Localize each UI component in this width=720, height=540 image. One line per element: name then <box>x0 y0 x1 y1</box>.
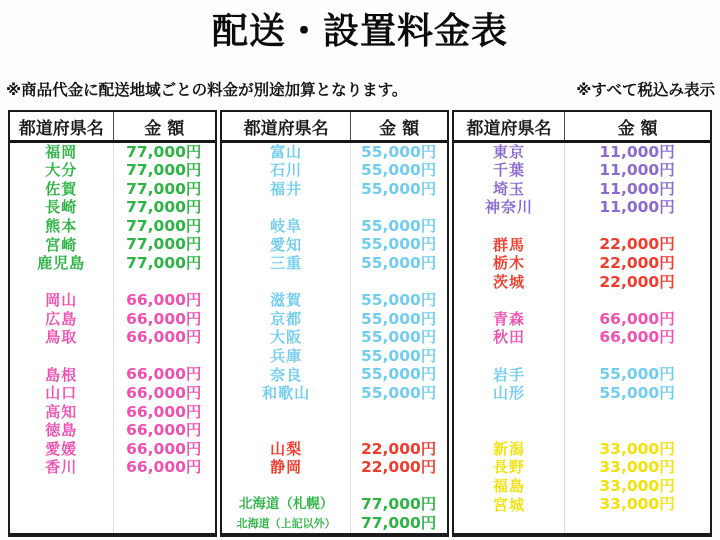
prefecture-name: 佐賀 <box>45 179 78 198</box>
fee-amount: 66,000円 <box>126 328 202 347</box>
table-row <box>222 162 447 181</box>
table-body <box>222 143 447 533</box>
table-row <box>222 440 447 459</box>
prefecture-name: 鹿児島 <box>37 254 86 273</box>
table-row <box>454 366 710 385</box>
header-amount: 金 額 <box>350 112 447 140</box>
fee-amount: 55,000円 <box>360 161 437 180</box>
table-row <box>454 143 710 162</box>
prefecture-name: 滋賀 <box>270 291 303 310</box>
fee-amount: 55,000円 <box>360 383 437 402</box>
fee-amount: 77,000円 <box>126 253 202 272</box>
table-row <box>222 217 447 236</box>
fee-amount: 66,000円 <box>126 365 202 384</box>
table-header <box>222 112 447 143</box>
fee-amount: 77,000円 <box>126 216 202 235</box>
table-body <box>10 143 215 533</box>
fee-amount: 55,000円 <box>360 328 437 347</box>
prefecture-name: 奈良 <box>270 365 303 384</box>
fee-amount: 77,000円 <box>126 142 202 161</box>
header-prefecture: 都道府県名 <box>466 118 552 139</box>
prefecture-name: 長崎 <box>45 198 78 217</box>
prefecture-name: 宮城 <box>493 495 526 514</box>
prefecture-name: 埼玉 <box>493 179 526 198</box>
prefecture-name: 福岡 <box>45 142 78 161</box>
table-row <box>454 477 710 496</box>
prefecture-name: 福井 <box>270 179 303 198</box>
prefecture-name: 大阪 <box>270 328 303 347</box>
fee-table-block-central <box>220 110 449 537</box>
table-row <box>222 180 447 199</box>
table-row <box>222 292 447 311</box>
fee-amount: 33,000円 <box>599 458 675 477</box>
note-extra-fee: ※商品代金に配送地域ごとの料金が別途加算となります。 <box>6 81 408 99</box>
prefecture-name: 千葉 <box>493 161 526 180</box>
fee-amount: 77,000円 <box>360 495 437 514</box>
table-row <box>454 273 710 292</box>
table-header <box>454 112 710 143</box>
fee-amount: 77,000円 <box>126 161 202 180</box>
prefecture-name: 群馬 <box>493 235 526 254</box>
fee-amount: 22,000円 <box>360 458 437 477</box>
table-row <box>454 384 710 403</box>
table-row <box>222 459 447 478</box>
table-row <box>454 199 710 218</box>
prefecture-name: 山梨 <box>270 439 303 458</box>
table-row <box>222 236 447 255</box>
fee-amount: 66,000円 <box>126 291 202 310</box>
table-row <box>222 310 447 329</box>
fee-amount: 77,000円 <box>126 198 202 217</box>
fee-amount: 66,000円 <box>126 439 202 458</box>
prefecture-name: 愛知 <box>270 235 303 254</box>
fee-amount: 66,000円 <box>599 328 675 347</box>
prefecture-name: 熊本 <box>45 217 78 236</box>
prefecture-name: 兵庫 <box>270 347 303 366</box>
fee-amount: 66,000円 <box>126 402 202 421</box>
prefecture-name: 和歌山 <box>262 384 311 403</box>
table-row <box>222 496 447 515</box>
header-amount: 金 額 <box>113 112 216 140</box>
table-row <box>222 347 447 366</box>
fee-amount: 33,000円 <box>599 439 675 458</box>
table-row <box>454 254 710 273</box>
fee-amount: 33,000円 <box>599 495 675 514</box>
table-row <box>222 254 447 273</box>
prefecture-name: 愛媛 <box>45 439 78 458</box>
prefecture-name: 岩手 <box>493 365 526 384</box>
prefecture-name: 長野 <box>493 458 526 477</box>
fee-amount: 55,000円 <box>360 179 437 198</box>
fee-amount: 55,000円 <box>360 253 437 272</box>
prefecture-name: 北海道（札幌） <box>238 496 334 513</box>
table-body <box>454 143 710 533</box>
table-row <box>454 440 710 459</box>
prefecture-name: 徳島 <box>45 421 78 440</box>
fee-amount: 55,000円 <box>360 216 437 235</box>
prefecture-name: 島根 <box>45 365 78 384</box>
header-prefecture: 都道府県名 <box>18 118 104 139</box>
fee-amount: 22,000円 <box>599 253 675 272</box>
fee-amount: 55,000円 <box>360 291 437 310</box>
fee-amount: 66,000円 <box>599 309 675 328</box>
fee-amount: 66,000円 <box>126 309 202 328</box>
note-tax-included: ※すべて税込み表示 <box>576 81 715 99</box>
header-amount: 金 額 <box>564 112 710 140</box>
fee-amount: 77,000円 <box>360 513 437 532</box>
fee-amount: 55,000円 <box>360 346 437 365</box>
table-row <box>454 496 710 515</box>
fee-table-block-west <box>8 110 217 537</box>
fee-amount: 22,000円 <box>599 235 675 254</box>
table-row <box>454 236 710 255</box>
prefecture-name: 富山 <box>270 142 303 161</box>
prefecture-name: 青森 <box>493 309 526 328</box>
table-row <box>222 384 447 403</box>
fee-table-block-east <box>452 110 712 537</box>
table-header <box>10 112 215 143</box>
fee-amount: 66,000円 <box>126 421 202 440</box>
prefecture-name: 東京 <box>493 142 526 161</box>
prefecture-name: 茨城 <box>493 272 526 291</box>
fee-amount: 55,000円 <box>360 365 437 384</box>
column-divider <box>350 143 351 533</box>
prefecture-name: 大分 <box>45 161 78 180</box>
table-row <box>222 329 447 348</box>
fee-amount: 11,000円 <box>599 198 675 217</box>
prefecture-name: 秋田 <box>493 328 526 347</box>
prefecture-name: 静岡 <box>270 458 303 477</box>
fee-amount: 33,000円 <box>599 476 675 495</box>
fee-amount: 55,000円 <box>599 365 675 384</box>
table-row <box>454 459 710 478</box>
prefecture-name: 石川 <box>270 161 303 180</box>
prefecture-name: 新潟 <box>493 439 526 458</box>
prefecture-name: 広島 <box>45 309 78 328</box>
column-divider <box>113 143 114 533</box>
table-row <box>454 162 710 181</box>
page-title: 配送・設置料金表 <box>211 11 508 52</box>
prefecture-name: 岐阜 <box>270 217 303 236</box>
fee-amount: 11,000円 <box>599 142 675 161</box>
fee-amount: 77,000円 <box>126 235 202 254</box>
fee-table <box>8 110 712 537</box>
table-row <box>222 514 447 533</box>
fee-amount: 77,000円 <box>126 179 202 198</box>
prefecture-name: 北海道（上記以外） <box>236 517 336 531</box>
prefecture-name: 京都 <box>270 309 303 328</box>
table-row <box>454 310 710 329</box>
prefecture-name: 香川 <box>45 458 78 477</box>
prefecture-name: 山形 <box>493 384 526 403</box>
notes-row <box>0 78 720 100</box>
prefecture-name: 福島 <box>493 477 526 496</box>
prefecture-name: 高知 <box>45 402 78 421</box>
header-prefecture: 都道府県名 <box>243 118 329 139</box>
table-row <box>222 143 447 162</box>
table-row <box>454 180 710 199</box>
fee-amount: 22,000円 <box>360 439 437 458</box>
prefecture-name: 三重 <box>270 254 303 273</box>
fee-amount: 55,000円 <box>360 142 437 161</box>
fee-amount: 11,000円 <box>599 161 675 180</box>
fee-amount: 66,000円 <box>126 383 202 402</box>
prefecture-name: 山口 <box>45 384 78 403</box>
table-row <box>222 366 447 385</box>
fee-amount: 55,000円 <box>599 383 675 402</box>
fee-amount: 66,000円 <box>126 458 202 477</box>
table-row <box>454 329 710 348</box>
fee-amount: 11,000円 <box>599 179 675 198</box>
prefecture-name: 宮崎 <box>45 235 78 254</box>
column-divider <box>564 143 565 533</box>
prefecture-name: 栃木 <box>493 254 526 273</box>
fee-amount: 55,000円 <box>360 235 437 254</box>
prefecture-name: 神奈川 <box>485 198 534 217</box>
prefecture-name: 岡山 <box>45 291 78 310</box>
fee-amount: 22,000円 <box>599 272 675 291</box>
fee-amount: 55,000円 <box>360 309 437 328</box>
prefecture-name: 鳥取 <box>45 328 78 347</box>
